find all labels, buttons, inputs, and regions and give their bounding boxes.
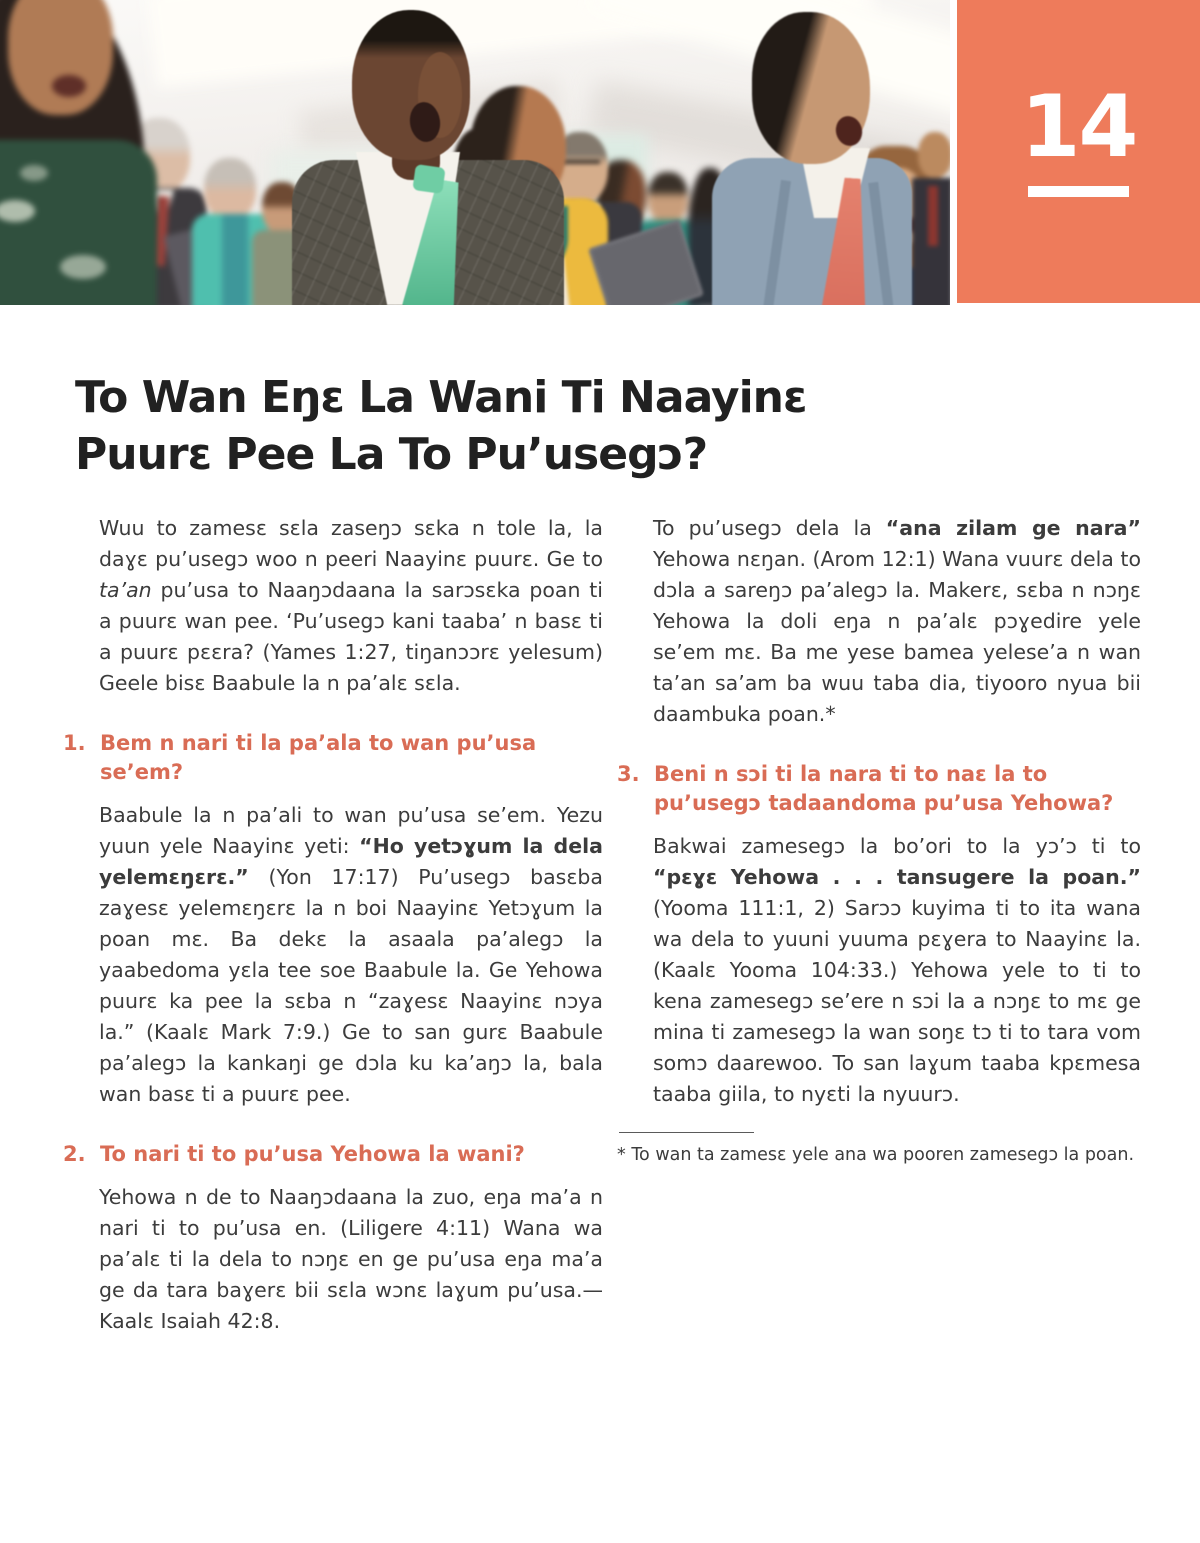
question-3-text: Beni n sɔi ti la nara ti to naɛ la to pu’usegɔ tadaandoma pu’usa Yehowa? [654, 762, 1114, 815]
lesson-number: 14 [1020, 77, 1137, 177]
paragraph-3: Bakwai zamesegɔ la bo’ori to la yɔ’ɔ ti to “pɛɣɛ Yehowa . . . tansugere la poan.” (Yooma 111:1, 2) Sarɔɔ kuyima ti to ita wana wa dela to yuuni yuuma pɛɣera to Naayinɛ la. (Kaalɛ Yooma 104:33.) Yehowa yele to ti to kena zamesegɔ se’ere n sɔi la a nɔŋɛ to mɛ ge mina ti zamesegɔ la wan soŋɛ tɔ ti to tara vom somɔ daarewoo. To san laɣum taaba kpɛmesa taaba giila, to nyɛti la nyuurɔ. [653, 834, 1141, 1106]
footnote [617, 1132, 1141, 1168]
page-title-line-1: To Wan Eŋɛ La Wani Ti Naayinɛ [75, 372, 807, 423]
question-3-number: 3. [617, 762, 640, 786]
mouth [52, 75, 86, 97]
dress-pattern [20, 165, 48, 181]
face [8, 0, 113, 115]
left-column [63, 513, 603, 1343]
paragraph-2: Yehowa n de to Naaŋɔdaana la zuo, eŋa ma’a n nari ti to pu’usa en. (Liligere 4:11) Wana wa pa’alɛ ti la dela to nɔŋɛ en ge pu’usa eŋa ma’a ge da tara baɣerɛ bii sɛla wɔnɛ laɣum pu’usa.—Kaalɛ Isaiah 42:8. [99, 1185, 603, 1333]
continuation-paragraph: To pu’usegɔ dela la “ana zilam ge nara” Yehowa nɛŋan. (Arom 12:1) Wana vuurɛ dela to dɔla a sareŋɔ pa’alegɔ la. Makerɛ, sɛba n nɔŋɛ Yehowa la doli eŋa n pa’alɛ pɔɣedire yele se’em mɛ. Ba me yese bamea yelese’a n wan ta’an sa’am ba wuu taba dia, tiyooro nyua bii daambuka poan.* [653, 516, 1141, 726]
question-2-text: To nari ti to pu’usa Yehowa la wani? [100, 1142, 525, 1166]
two-column-layout [63, 513, 1141, 1343]
question-2 [63, 1140, 603, 1169]
page-title [75, 369, 1141, 483]
dress-pattern [60, 255, 106, 279]
lesson-body [0, 369, 1200, 1403]
right-column [617, 513, 1141, 1343]
lesson-number-badge [957, 0, 1200, 303]
question-2-number: 2. [63, 1142, 86, 1166]
congregation-photo [0, 0, 950, 305]
dress [0, 140, 157, 305]
lesson-number-underline [1028, 186, 1129, 197]
footnote-text [617, 1143, 1141, 1168]
footnote-divider [619, 1132, 754, 1133]
footnote-body: To wan ta zamesɛ yele ana wa pooren zamesegɔ la poan. [631, 1145, 1135, 1165]
question-1 [63, 729, 603, 787]
question-1-text: Bem n nari ti la pa’ala to wan pu’usa se’em? [100, 731, 537, 784]
paragraph-1: Baabule la n pa’ali to wan pu’usa se’em. Yezu yuun yele Naayinɛ yeti: “Ho yetɔɣum la dela yelemɛŋɛrɛ.” (Yon 17:17) Pu’usegɔ basɛba zaɣesɛ yelemɛŋɛrɛ la n boi Naayinɛ Yetɔɣum la poan mɛ. Ba dekɛ la asaala pa’alegɔ la yaabedoma yɛla tee soe Baabule la. Ge Yehowa puurɛ ka pee la sɛba n “zaɣesɛ Naayinɛ nɔya la.” (Kaalɛ Mark 7:9.) Ge to san gurɛ Baabule pa’alegɔ la kankaŋi ge dɔla ku ka’aŋɔ la, bala wan basɛ ti a puurɛ pee. [99, 803, 603, 1106]
person-foreground-woman [0, 0, 950, 305]
hero-header [0, 0, 1200, 305]
intro-paragraph: Wuu to zamesɛ sɛla zaseŋɔ sɛka n tole la, la daɣɛ pu’usegɔ woo n peeri Naayinɛ puurɛ. Ge to ta’an pu’usa to Naaŋɔdaana la sarɔsɛka poan ti a puurɛ wan pee. ‘Pu’usegɔ kani taaba’ n basɛ ti a puurɛ pɛɛra? (Yames 1:27, tiŋanɔɔrɛ yelesum) Geele bisɛ Baabule la n pa’alɛ sɛla. [99, 516, 603, 695]
page-title-line-2: Puurɛ Pee La To Pu’usegɔ? [75, 429, 708, 480]
footnote-marker: * [617, 1145, 626, 1165]
question-3 [617, 760, 1141, 818]
question-1-number: 1. [63, 731, 86, 755]
